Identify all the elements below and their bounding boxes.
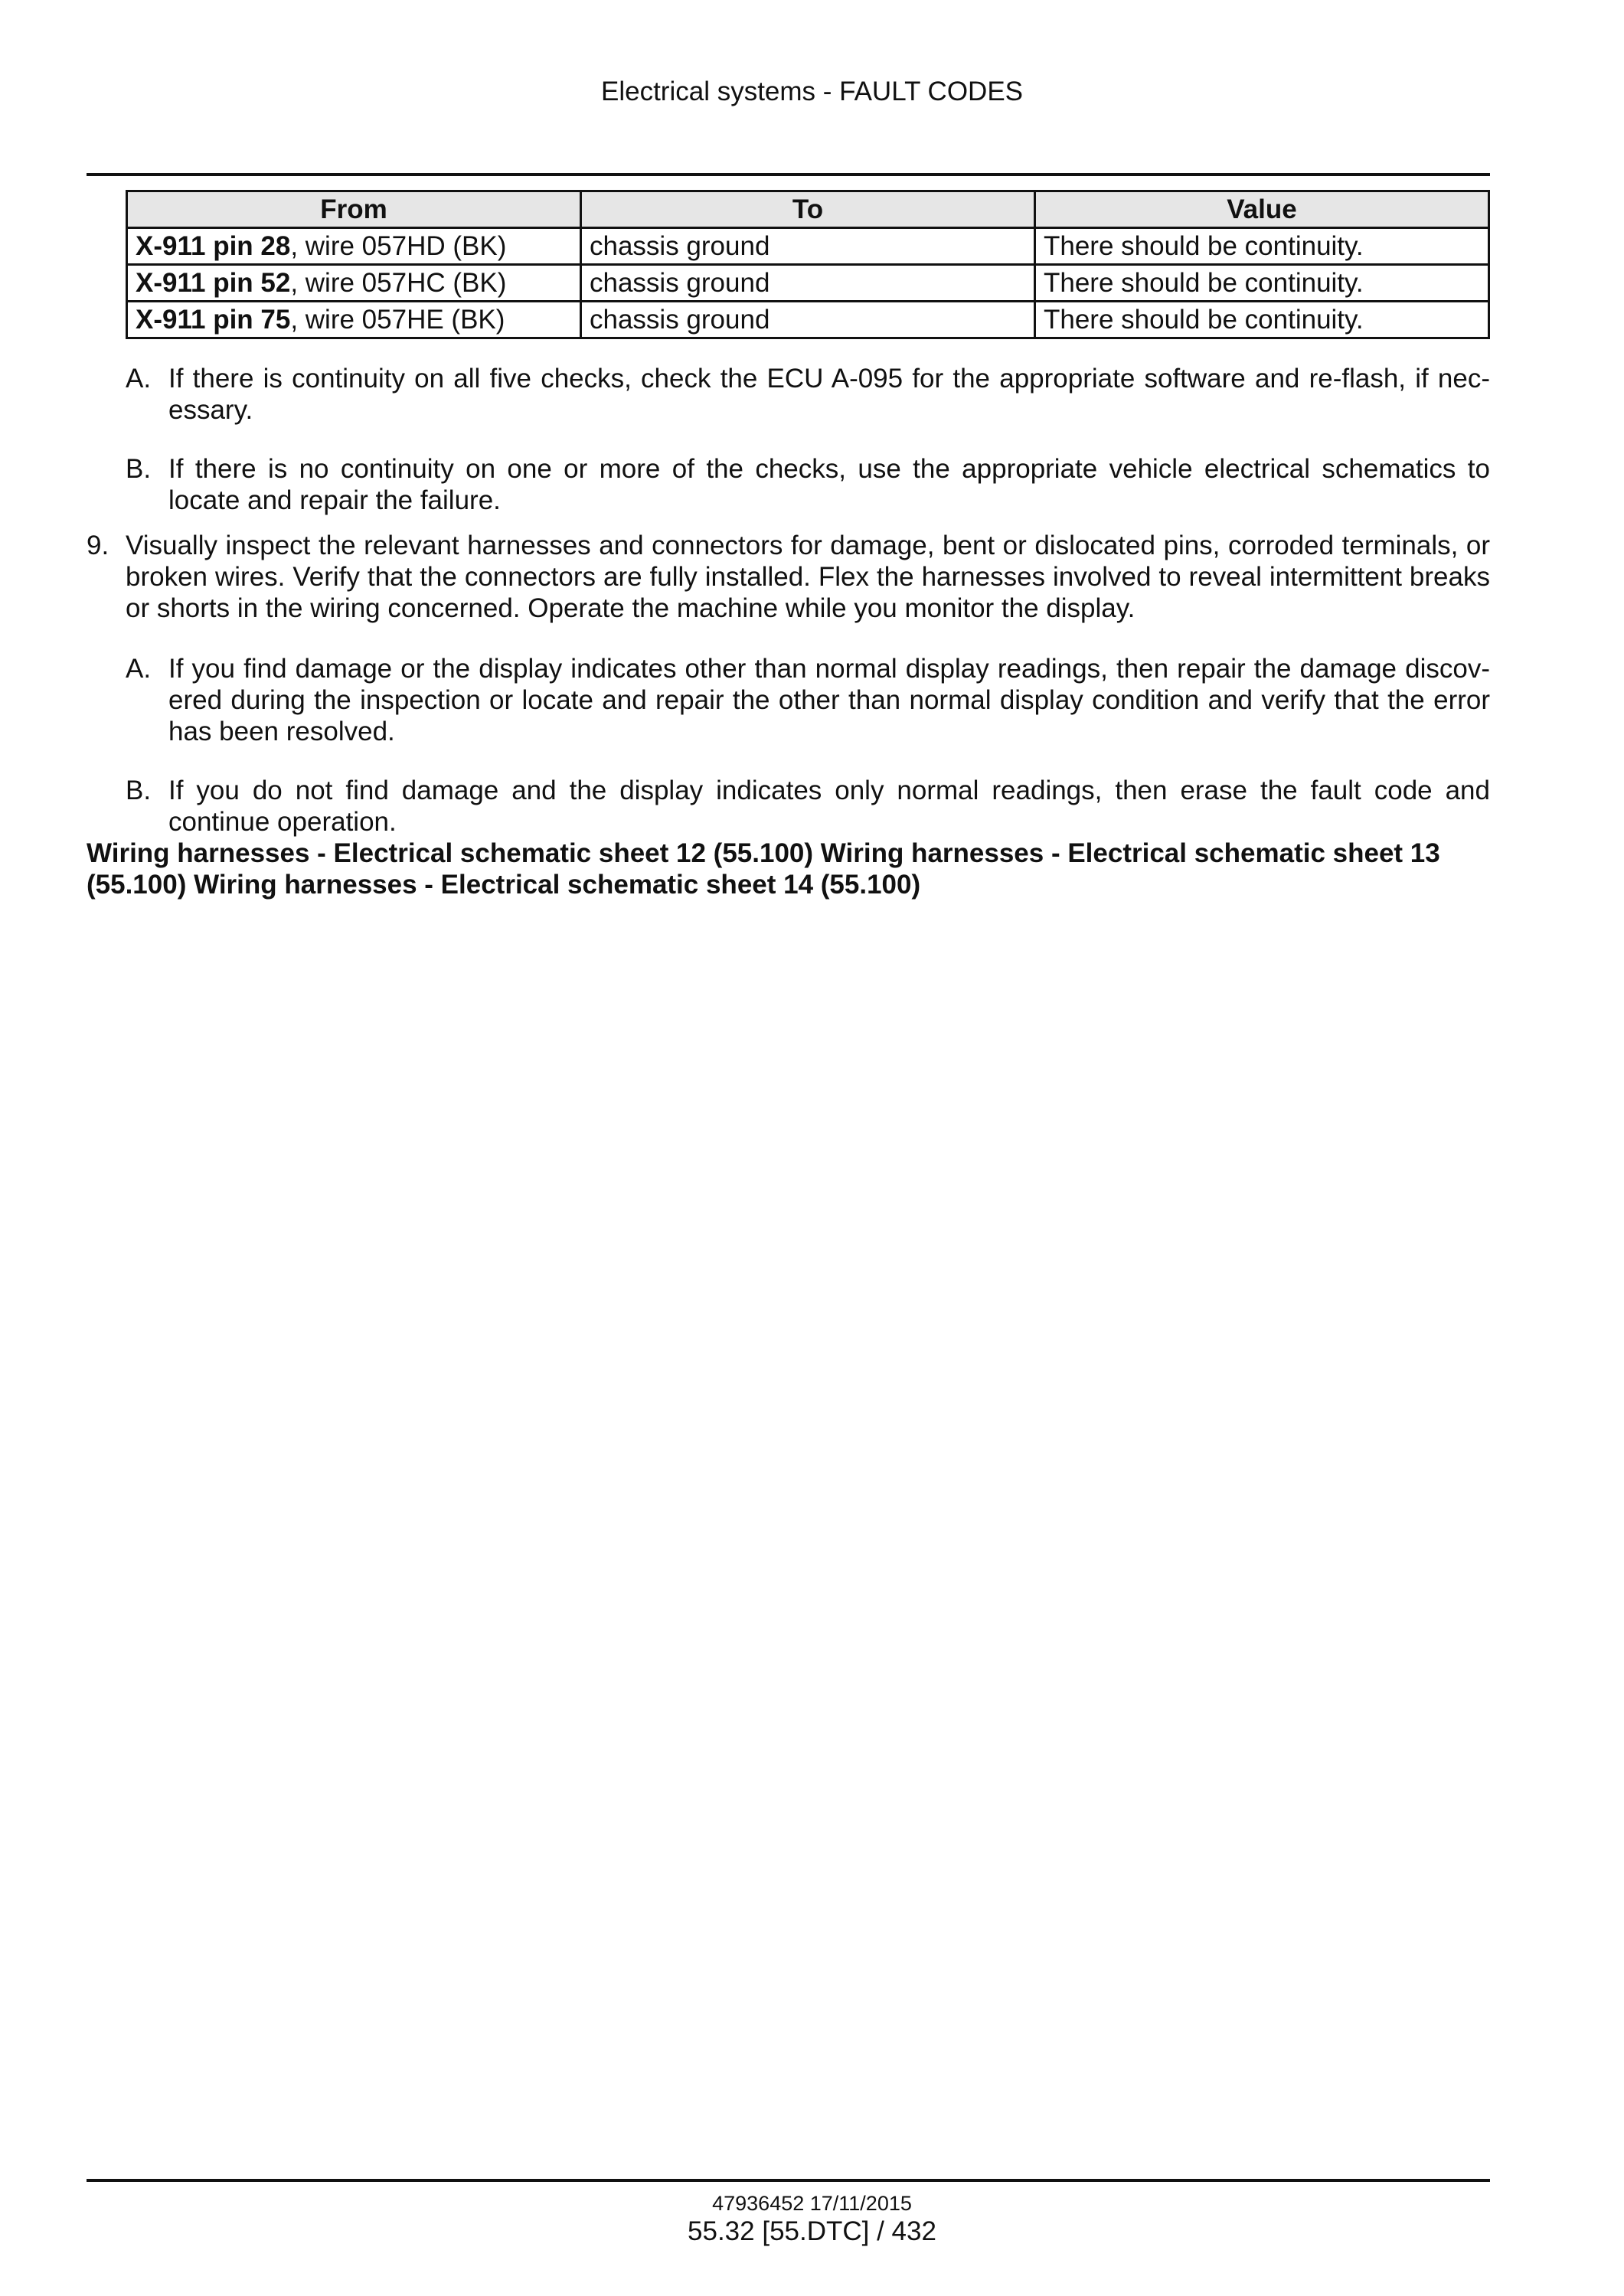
substep-b-no-damage: [126, 775, 1490, 844]
cell-from: [127, 302, 581, 338]
substep-text: If you do not find damage and the display indicates only normal readings, then erase the fault code and continue operation.: [168, 776, 1490, 837]
continuity-table: [126, 190, 1490, 339]
document-id: 47936452 17/11/2015: [712, 2192, 912, 2215]
cell-value: There should be continuity.: [1035, 228, 1489, 265]
substep-a-continuity: [126, 363, 1490, 432]
substep-marker: A.: [126, 364, 152, 394]
cell-value: There should be continuity.: [1035, 265, 1489, 302]
column-header-value: Value: [1035, 191, 1489, 228]
schematic-links: [87, 838, 1490, 900]
cell-to: chassis ground: [581, 228, 1035, 265]
substep-text: If there is continuity on all five checks, check the ECU A-095 for the appropriate software and re-flash, if nec- essary.: [168, 364, 1490, 425]
step-text: Visually inspect the relevant harnesses and connectors for damage, bent or dislocated pins, corroded terminals, or broken wires. Verify that the connectors are fully installed. Flex the harnesses involved to reveal intermittent breaks or shorts in the wiring concerned. Operate the machine while you monitor the display.: [126, 531, 1490, 623]
cell-value: There should be continuity.: [1035, 302, 1489, 338]
step-9-visual-inspection: [87, 530, 1490, 629]
pin-label: X-911 pin 75: [136, 305, 291, 335]
pin-label: X-911 pin 28: [136, 231, 291, 261]
header-divider: [87, 173, 1490, 176]
substep-marker: B.: [126, 454, 152, 484]
page-header-title: Electrical systems - FAULT CODES: [600, 77, 1024, 106]
column-header-to: To: [581, 191, 1035, 228]
wire-label: , wire 057HD (BK): [290, 231, 507, 261]
step-number: 9.: [87, 531, 109, 560]
link-schematic-sheet-14[interactable]: Wiring harnesses - Electrical schematic sheet 14 (55.100): [194, 870, 921, 900]
cell-to: chassis ground: [581, 265, 1035, 302]
table-header-row: [127, 191, 1489, 228]
substep-text: If you find damage or the display indicates other than normal display readings, then repair the damage discov- ered during the inspection or locate and repair the other than normal display condition and verify that the error has been resolved.: [168, 654, 1490, 746]
link-schematic-sheet-12[interactable]: Wiring harnesses - Electrical schematic sheet 12 (55.100): [87, 838, 814, 868]
column-header-from: From: [127, 191, 581, 228]
link-schematic-sheet-13[interactable]: Wiring harnesses - Electrical schematic sheet 13 (55.100): [87, 838, 1440, 900]
substep-text: If there is no continuity on one or more of the checks, use the appropriate vehicle electrical schematics to locate and repair the failure.: [168, 454, 1490, 515]
footer-divider: [87, 2179, 1490, 2182]
substep-a-damage-found: [126, 653, 1490, 753]
page-number: 55.32 [55.DTC] / 432: [688, 2216, 936, 2246]
substep-marker: B.: [126, 776, 152, 805]
table-row: [127, 302, 1489, 338]
substep-b-no-continuity: [126, 453, 1490, 522]
cell-from: [127, 228, 581, 265]
cell-from: [127, 265, 581, 302]
table-row: [127, 265, 1489, 302]
pin-label: X-911 pin 52: [136, 268, 291, 298]
cell-to: chassis ground: [581, 302, 1035, 338]
substep-marker: A.: [126, 654, 152, 684]
wire-label: , wire 057HE (BK): [290, 305, 505, 335]
table-row: [127, 228, 1489, 265]
wire-label: , wire 057HC (BK): [290, 268, 507, 298]
